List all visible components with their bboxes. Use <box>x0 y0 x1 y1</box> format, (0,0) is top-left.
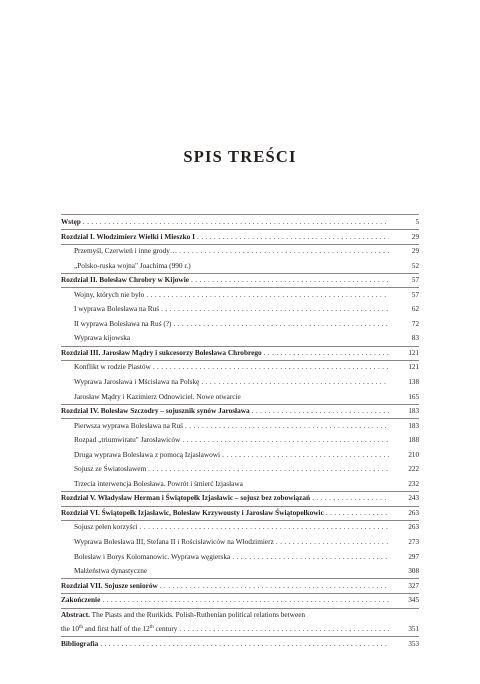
toc-chapter-entry[interactable] <box>61 579 419 594</box>
toc-entry-label: Wyprawa Jarosława i Mścisława na Polskę <box>74 377 200 387</box>
toc-entry-line <box>74 477 419 492</box>
toc-entry-line <box>61 273 419 288</box>
toc-page-number: 83 <box>411 334 419 343</box>
toc-subentry[interactable] <box>61 433 419 448</box>
ordinal-superscript: th <box>149 624 154 630</box>
dot-leader <box>140 520 389 535</box>
toc-entry-label: Rozdział IV. Bolesław Szczodry – sojusznik synów Jarosława <box>61 406 250 416</box>
toc-page-number: 263 <box>408 523 419 532</box>
toc-subentry[interactable] <box>61 302 419 317</box>
dot-leader <box>326 506 389 521</box>
toc-entry-label: Konflikt w rodzie Piastów <box>74 362 151 372</box>
dot-leader <box>197 230 389 245</box>
toc-entry-line <box>74 360 419 375</box>
toc-subentry[interactable] <box>61 390 419 405</box>
dot-leader <box>100 637 389 652</box>
toc-page-number: 327 <box>408 581 419 590</box>
toc-chapter-entry[interactable] <box>61 491 419 506</box>
toc-entry-label: Rozdział II. Bolesław Chrobry w Kijowie <box>61 275 189 285</box>
toc-page-number: 5 <box>415 218 419 226</box>
abstract-label: Abstract. <box>61 609 90 619</box>
toc-entry-line <box>74 375 419 390</box>
dot-leader <box>102 593 389 608</box>
toc-entry-line <box>74 535 419 550</box>
toc-chapter-entry[interactable] <box>61 273 419 288</box>
toc-subentry[interactable] <box>61 331 419 346</box>
toc-page-number: 183 <box>408 421 419 430</box>
toc-page-number: 121 <box>408 348 419 357</box>
toc-entry-label: Przemyśl, Czerwień i inne grody… <box>74 246 178 256</box>
toc-page-number: 188 <box>408 436 419 445</box>
page-title: SPIS TREŚCI <box>183 147 297 166</box>
table-of-contents <box>61 214 419 651</box>
dot-leader <box>276 535 389 550</box>
dot-leader <box>185 419 389 434</box>
toc-entry-line <box>74 259 419 274</box>
dot-leader <box>173 317 389 332</box>
toc-entry-line <box>61 346 419 361</box>
toc-entry-label: Sojusz pełen korzyści <box>74 522 138 532</box>
toc-entry-line <box>61 506 419 521</box>
toc-entry-line <box>74 317 419 332</box>
toc-subentry[interactable] <box>61 360 419 375</box>
toc-subentry[interactable] <box>61 477 419 492</box>
dot-leader <box>182 433 389 448</box>
toc-entry-label: Rozdział V. Władysław Herman i Świątopełk Izjasławic – sojusz bez zobowiązań <box>61 493 311 503</box>
toc-subentry[interactable] <box>61 564 419 579</box>
toc-page-number: 165 <box>408 392 419 401</box>
toc-chapter-entry[interactable] <box>61 404 419 419</box>
toc-entry-label: Bolesław i Borys Kolomanowic. Wyprawa węgierska <box>74 551 231 561</box>
dot-leader <box>161 302 389 317</box>
toc-entry-line <box>74 520 419 535</box>
toc-entry-line <box>74 433 419 448</box>
toc-entry-line <box>61 593 419 608</box>
toc-page-number: 243 <box>408 494 419 503</box>
dot-leader <box>83 215 389 230</box>
toc-entry-label: Jarosław Mądry i Kazimierz Odnowiciel. Nowe otwarcie <box>74 391 241 401</box>
toc-subentry[interactable] <box>61 244 419 259</box>
toc-entry-label: I wyprawa Bolesława na Ruś <box>74 304 160 314</box>
toc-page-number: 210 <box>408 450 419 459</box>
abstract-title-line-2 <box>61 622 179 637</box>
toc-page-number: 72 <box>411 319 419 328</box>
dot-leader <box>146 288 389 303</box>
toc-page-number: 121 <box>408 363 419 372</box>
toc-entry-label: Rozdział I. Włodzimierz Wielki i Mieszko I <box>61 231 195 241</box>
toc-chapter-entry[interactable] <box>61 593 419 608</box>
toc-page-number: 183 <box>408 407 419 416</box>
toc-page-number: 232 <box>408 479 419 488</box>
toc-page-number: 351 <box>408 624 419 633</box>
toc-entry-line <box>61 579 419 594</box>
toc-entry-label: Wstęp <box>61 217 81 226</box>
toc-page-number: 138 <box>408 378 419 387</box>
dot-leader <box>148 462 389 477</box>
toc-entry-line <box>74 448 419 463</box>
toc-chapter-entry[interactable] <box>61 215 419 230</box>
toc-entry-line <box>74 244 419 259</box>
dot-leader <box>153 360 389 375</box>
toc-page-number: 273 <box>408 538 419 547</box>
toc-entry-label: Zakończenie <box>61 595 101 605</box>
toc-entry-label: Rozdział III. Jarosław Mądry i sukcesorzy Bolesława Chrobrego <box>61 347 262 357</box>
dot-leader <box>252 404 389 419</box>
toc-entry-line <box>61 215 419 230</box>
toc-entry-label: Wojny, których nie było <box>74 289 145 299</box>
toc-chapter-entry[interactable] <box>61 230 419 245</box>
toc-page-number: 345 <box>408 596 419 605</box>
toc-entry-line <box>74 550 419 565</box>
toc-entry-line <box>74 462 419 477</box>
toc-entry-line <box>74 419 419 434</box>
toc-subentry[interactable] <box>61 288 419 303</box>
toc-entry-line <box>74 331 419 346</box>
dot-leader <box>160 579 389 594</box>
toc-page-number: 62 <box>411 305 419 314</box>
toc-page-number: 353 <box>408 639 419 648</box>
dot-leader <box>264 346 389 361</box>
toc-page-number: 52 <box>411 261 419 270</box>
dot-leader <box>312 491 389 506</box>
toc-entry-label: „Polsko-ruska wojna" Joachima (990 r.) <box>74 260 191 270</box>
toc-entry-line <box>61 404 419 419</box>
toc-entry-label: Bibliografia <box>61 638 99 648</box>
toc-entry-label: Druga wyprawa Bolesława z pomocą Izjasławowi <box>74 449 221 459</box>
toc-subentry[interactable] <box>61 448 419 463</box>
toc-entry-label: Małżeństwa dynastyczne <box>74 566 148 576</box>
abstract-title-line-1: The Piasts and the Rurikids. Polish-Ruthenian political relations between <box>89 609 306 619</box>
toc-subentry[interactable] <box>61 375 419 390</box>
toc-entry-label: Pierwsza wyprawa Bolesława na Ruś <box>74 420 184 430</box>
toc-entry-line <box>61 230 419 245</box>
toc-subentry[interactable] <box>61 535 419 550</box>
toc-entry-label: Rozdział VI. Świątopełk Izjasławic, Bolesław Krzywousty i Jarosław Świątopełkowic <box>61 507 324 517</box>
toc-page-number: 29 <box>411 247 419 256</box>
toc-subentry[interactable] <box>61 419 419 434</box>
toc-entry-label: Rozpad „triumwiratu" Jarosławiców <box>74 435 181 445</box>
toc-page-number: 297 <box>408 552 419 561</box>
toc-entry-label: Sojusz ze Światosławem <box>74 464 147 474</box>
toc-entry-line <box>74 564 419 579</box>
toc-entry-line <box>74 302 419 317</box>
abstract-second-line <box>61 622 419 637</box>
toc-entry-label: Trzecia interwencja Bolesława. Powrót i śmierć Izjasława <box>74 478 243 488</box>
toc-subentry[interactable] <box>61 520 419 535</box>
toc-page-number: 57 <box>411 290 419 299</box>
toc-entry-label: Rozdział VII. Sojusze seniorów <box>61 580 158 590</box>
toc-subentry[interactable] <box>61 550 419 565</box>
dot-leader <box>232 550 389 565</box>
toc-entry-line <box>61 491 419 506</box>
toc-subentry[interactable] <box>61 259 419 274</box>
toc-page-number: 57 <box>411 276 419 285</box>
ordinal-superscript: th <box>79 624 83 630</box>
dot-leader <box>222 448 389 463</box>
toc-page-number: 29 <box>411 232 419 241</box>
toc-entry-line <box>61 637 419 652</box>
toc-entry-line <box>74 390 419 405</box>
toc-bibliography-entry[interactable] <box>61 637 419 652</box>
dot-leader <box>179 244 389 259</box>
toc-page-number: 308 <box>408 567 419 576</box>
toc-subentry[interactable] <box>61 317 419 332</box>
toc-abstract-entry[interactable] <box>61 608 419 637</box>
toc-page-number: 263 <box>408 508 419 517</box>
abstract-text-part: century <box>153 623 178 633</box>
toc-subentry[interactable] <box>61 462 419 477</box>
abstract-text-part: and first half of the 12 <box>82 623 150 633</box>
dot-leader <box>201 375 389 390</box>
toc-chapter-entry[interactable] <box>61 346 419 361</box>
toc-chapter-entry[interactable] <box>61 506 419 521</box>
toc-entry-label: Wyprawa Bolesława III, Stefana II i Rościsławiców na Włodzimierz <box>74 537 274 547</box>
toc-entry-line <box>74 288 419 303</box>
toc-entry-label: II wyprawa Bolesława na Ruś (?) <box>74 318 172 328</box>
toc-page-number: 222 <box>408 465 419 474</box>
dot-leader <box>191 273 389 288</box>
abstract-first-line <box>61 608 305 623</box>
toc-entry-label: Wyprawa kijowska <box>74 333 131 343</box>
dot-leader <box>179 622 389 637</box>
abstract-text-part: the 10 <box>61 623 80 633</box>
